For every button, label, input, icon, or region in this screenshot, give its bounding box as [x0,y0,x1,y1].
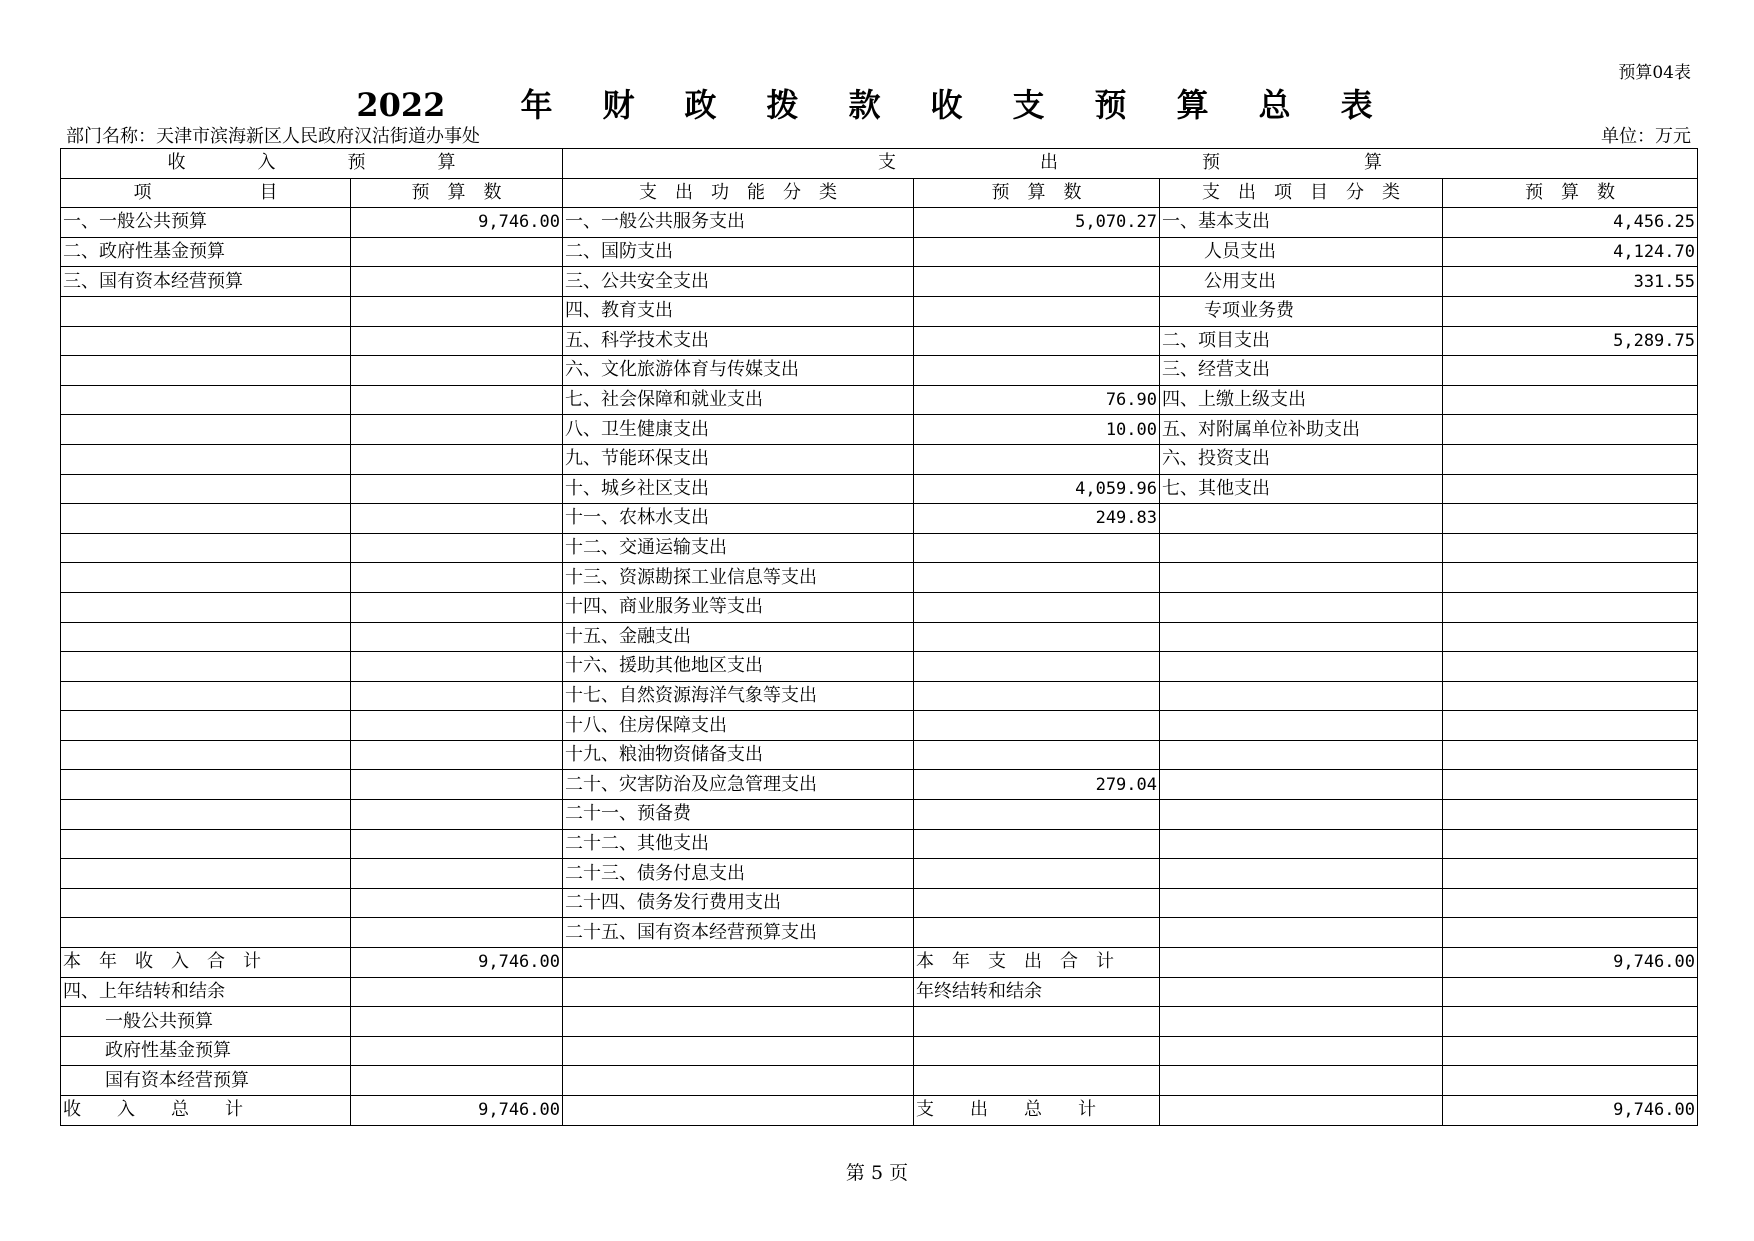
function-value-cell [914,888,1160,918]
econ-item-cell: 三、经营支出 [1160,356,1443,386]
income-value-cell: 9,746.00 [351,948,563,978]
econ-value-cell: 4,124.70 [1443,237,1698,267]
function-item-cell: 十七、自然资源海洋气象等支出 [563,681,914,711]
function-item-cell [563,1007,914,1037]
econ-item-cell [1160,859,1443,889]
function-value-cell [914,267,1160,297]
econ-item-cell: 人员支出 [1160,237,1443,267]
income-item-cell [61,326,351,356]
econ-item-cell [1160,1007,1443,1037]
title-year: 2022 [356,86,446,124]
econ-value-cell [1443,859,1698,889]
income-value-cell [351,740,563,770]
function-value-cell [914,859,1160,889]
table-row [61,208,1698,238]
income-value-cell [351,800,563,830]
table-row [61,385,1698,415]
function-item-cell: 十、城乡社区支出 [563,474,914,504]
function-value-cell [914,563,1160,593]
income-item-cell [61,356,351,386]
econ-item-cell: 六、投资支出 [1160,444,1443,474]
function-value-cell [914,652,1160,682]
function-item-cell: 十一、农林水支出 [563,504,914,534]
income-value-cell [351,385,563,415]
income-item-cell: 一、一般公共预算 [61,208,351,238]
income-item-cell [61,770,351,800]
income-value-cell [351,296,563,326]
income-value-cell [351,859,563,889]
income-item-cell: 收 入 总 计 [61,1096,351,1126]
income-item-cell: 本 年 收 入 合 计 [61,948,351,978]
econ-value-cell [1443,533,1698,563]
income-value-cell [351,237,563,267]
income-item-cell: 二、政府性基金预算 [61,237,351,267]
econ-value-cell [1443,977,1698,1007]
econ-item-cell: 一、基本支出 [1160,208,1443,238]
col-header-budget: 预 算 数 [351,178,563,208]
table-row [61,474,1698,504]
table-row [61,592,1698,622]
function-item-cell: 八、卫生健康支出 [563,415,914,445]
income-value-cell [351,563,563,593]
econ-value-cell [1443,563,1698,593]
table-row [61,1036,1698,1066]
econ-item-cell: 公用支出 [1160,267,1443,297]
table-row [61,711,1698,741]
income-item-cell [61,859,351,889]
econ-item-cell [1160,977,1443,1007]
income-value-cell [351,592,563,622]
econ-item-cell [1160,948,1443,978]
econ-value-cell [1443,415,1698,445]
income-value-cell [351,888,563,918]
income-item-cell [61,474,351,504]
income-value-cell [351,444,563,474]
title-char: 收 [930,86,963,124]
function-value-cell [914,829,1160,859]
function-item-cell: 十八、住房保障支出 [563,711,914,741]
econ-value-cell [1443,652,1698,682]
function-value-cell [914,622,1160,652]
income-value-cell [351,533,563,563]
table-row [61,622,1698,652]
econ-item-cell [1160,1066,1443,1096]
table-row [61,918,1698,948]
econ-item-cell [1160,622,1443,652]
table-row [61,1007,1698,1037]
page-number: 第 5 页 [845,1162,909,1184]
income-value-cell [351,415,563,445]
econ-value-cell [1443,622,1698,652]
income-item-cell [61,888,351,918]
function-item-cell: 九、节能环保支出 [563,444,914,474]
econ-value-cell [1443,681,1698,711]
econ-item-cell [1160,592,1443,622]
econ-item-cell [1160,1096,1443,1126]
income-item-cell [61,385,351,415]
function-item-cell: 二十五、国有资本经营预算支出 [563,918,914,948]
expense-summary-label-cell [914,1007,1160,1037]
function-item-cell: 三、公共安全支出 [563,267,914,297]
econ-item-cell [1160,740,1443,770]
income-item-cell [61,622,351,652]
income-value-cell [351,474,563,504]
econ-value-cell: 5,289.75 [1443,326,1698,356]
income-value-cell [351,770,563,800]
table-row [61,681,1698,711]
title-char: 总 [1258,86,1291,124]
econ-item-cell: 专项业务费 [1160,296,1443,326]
table-row [61,444,1698,474]
table-row [61,740,1698,770]
function-value-cell [914,711,1160,741]
function-value-cell: 76.90 [914,385,1160,415]
income-value-cell [351,1066,563,1096]
income-item-cell [61,415,351,445]
econ-item-cell [1160,770,1443,800]
function-item-cell: 十三、资源勘探工业信息等支出 [563,563,914,593]
function-value-cell [914,681,1160,711]
income-item-cell: 政府性基金预算 [61,1036,351,1066]
title-char: 款 [848,86,881,124]
econ-value-cell [1443,592,1698,622]
function-item-cell: 二十二、其他支出 [563,829,914,859]
income-value-cell [351,829,563,859]
expense-summary-label-cell [914,1066,1160,1096]
econ-value-cell [1443,504,1698,534]
econ-item-cell: 四、上缴上级支出 [1160,385,1443,415]
form-code: 预算04表 [1618,63,1691,83]
function-item-cell: 二十四、债务发行费用支出 [563,888,914,918]
income-item-cell [61,504,351,534]
expense-summary-label-cell: 本 年 支 出 合 计 [914,948,1160,978]
income-value-cell [351,918,563,948]
function-value-cell: 249.83 [914,504,1160,534]
econ-value-cell: 9,746.00 [1443,948,1698,978]
econ-value-cell [1443,444,1698,474]
function-value-cell [914,237,1160,267]
function-item-cell [563,1036,914,1066]
income-item-cell [61,652,351,682]
econ-item-cell [1160,829,1443,859]
econ-item-cell [1160,681,1443,711]
income-value-cell [351,356,563,386]
expense-summary-label-cell: 年终结转和结余 [914,977,1160,1007]
function-item-cell: 二十一、预备费 [563,800,914,830]
function-item-cell: 五、科学技术支出 [563,326,914,356]
expense-summary-label-cell [914,1036,1160,1066]
title-char: 年 [520,86,553,124]
econ-value-cell: 9,746.00 [1443,1096,1698,1126]
income-value-cell [351,652,563,682]
econ-item-cell [1160,800,1443,830]
table-row [61,770,1698,800]
function-value-cell: 5,070.27 [914,208,1160,238]
col-header-econ-class: 支 出 项 目 分 类 [1160,178,1443,208]
income-item-cell [61,711,351,741]
econ-value-cell [1443,888,1698,918]
budget-table [60,148,1698,1126]
function-item-cell: 十二、交通运输支出 [563,533,914,563]
function-value-cell [914,918,1160,948]
income-value-cell [351,267,563,297]
header-row-groups [61,149,1698,179]
income-item-cell [61,829,351,859]
income-item-cell [61,296,351,326]
income-item-cell [61,800,351,830]
table-row [61,415,1698,445]
econ-item-cell [1160,888,1443,918]
income-value-cell [351,622,563,652]
table-row [61,356,1698,386]
income-item-cell [61,592,351,622]
function-value-cell [914,800,1160,830]
function-item-cell: 二、国防支出 [563,237,914,267]
function-value-cell [914,444,1160,474]
income-value-cell [351,1036,563,1066]
income-item-cell: 四、上年结转和结余 [61,977,351,1007]
function-value-cell [914,326,1160,356]
function-value-cell: 10.00 [914,415,1160,445]
function-value-cell: 4,059.96 [914,474,1160,504]
expense-group-header: 支 出 预 算 [563,149,1698,179]
table-row [61,267,1698,297]
econ-item-cell: 五、对附属单位补助支出 [1160,415,1443,445]
income-item-cell [61,740,351,770]
department-name: 部门名称：天津市滨海新区人民政府汉沽街道办事处 [66,126,480,147]
function-value-cell [914,740,1160,770]
title-char: 算 [1176,86,1209,124]
income-group-header: 收 入 预 算 [61,149,563,179]
income-value-cell: 9,746.00 [351,1096,563,1126]
function-item-cell: 二十三、债务付息支出 [563,859,914,889]
income-value-cell: 9,746.00 [351,208,563,238]
econ-item-cell [1160,563,1443,593]
function-value-cell [914,356,1160,386]
page-title [0,80,1754,126]
function-item-cell: 二十、灾害防治及应急管理支出 [563,770,914,800]
header-row-columns [61,178,1698,208]
income-value-cell [351,326,563,356]
income-item-cell [61,681,351,711]
econ-value-cell: 4,456.25 [1443,208,1698,238]
col-header-func-class: 支 出 功 能 分 类 [563,178,914,208]
income-value-cell [351,504,563,534]
econ-value-cell [1443,770,1698,800]
col-header-item: 项 目 [61,178,351,208]
econ-value-cell [1443,711,1698,741]
function-item-cell [563,1066,914,1096]
function-value-cell [914,533,1160,563]
col-header-budget: 预 算 数 [1443,178,1698,208]
function-value-cell [914,592,1160,622]
income-item-cell: 一般公共预算 [61,1007,351,1037]
econ-value-cell [1443,474,1698,504]
unit-label: 单位：万元 [1601,126,1691,147]
table-row [61,326,1698,356]
table-row [61,800,1698,830]
table-row [61,977,1698,1007]
econ-value-cell [1443,356,1698,386]
function-value-cell [914,296,1160,326]
econ-item-cell [1160,1036,1443,1066]
econ-item-cell: 二、项目支出 [1160,326,1443,356]
econ-value-cell [1443,1007,1698,1037]
function-item-cell: 四、教育支出 [563,296,914,326]
function-item-cell [563,1096,914,1126]
econ-value-cell [1443,1036,1698,1066]
function-item-cell: 七、社会保障和就业支出 [563,385,914,415]
table-row [61,829,1698,859]
econ-item-cell [1160,533,1443,563]
table-row [61,1066,1698,1096]
function-item-cell: 十九、粮油物资储备支出 [563,740,914,770]
function-item-cell [563,948,914,978]
function-item-cell: 十五、金融支出 [563,622,914,652]
table-row [61,1096,1698,1126]
function-item-cell: 十四、商业服务业等支出 [563,592,914,622]
econ-value-cell [1443,385,1698,415]
income-item-cell [61,918,351,948]
income-value-cell [351,711,563,741]
econ-value-cell [1443,800,1698,830]
title-char: 拨 [766,86,799,124]
econ-value-cell [1443,1066,1698,1096]
function-item-cell: 一、一般公共服务支出 [563,208,914,238]
econ-value-cell: 331.55 [1443,267,1698,297]
table-row [61,237,1698,267]
econ-item-cell [1160,918,1443,948]
title-char: 预 [1094,86,1127,124]
econ-value-cell [1443,918,1698,948]
income-item-cell [61,444,351,474]
income-item-cell: 三、国有资本经营预算 [61,267,351,297]
income-item-cell: 国有资本经营预算 [61,1066,351,1096]
econ-value-cell [1443,829,1698,859]
table-row [61,504,1698,534]
function-value-cell: 279.04 [914,770,1160,800]
expense-summary-label-cell: 支 出 总 计 [914,1096,1160,1126]
title-char: 支 [1012,86,1045,124]
table-row [61,296,1698,326]
econ-item-cell [1160,711,1443,741]
function-item-cell: 十六、援助其他地区支出 [563,652,914,682]
title-char: 财 [602,86,635,124]
col-header-budget: 预 算 数 [914,178,1160,208]
income-value-cell [351,1007,563,1037]
table-row [61,533,1698,563]
econ-item-cell [1160,652,1443,682]
function-item-cell [563,977,914,1007]
econ-value-cell [1443,740,1698,770]
econ-item-cell [1160,504,1443,534]
income-item-cell [61,563,351,593]
function-item-cell: 六、文化旅游体育与传媒支出 [563,356,914,386]
table-row [61,888,1698,918]
income-item-cell [61,533,351,563]
title-char: 表 [1340,86,1373,124]
econ-item-cell: 七、其他支出 [1160,474,1443,504]
table-row [61,652,1698,682]
table-row [61,563,1698,593]
income-value-cell [351,681,563,711]
econ-value-cell [1443,296,1698,326]
table-row [61,859,1698,889]
income-value-cell [351,977,563,1007]
table-row [61,948,1698,978]
title-char: 政 [684,86,717,124]
